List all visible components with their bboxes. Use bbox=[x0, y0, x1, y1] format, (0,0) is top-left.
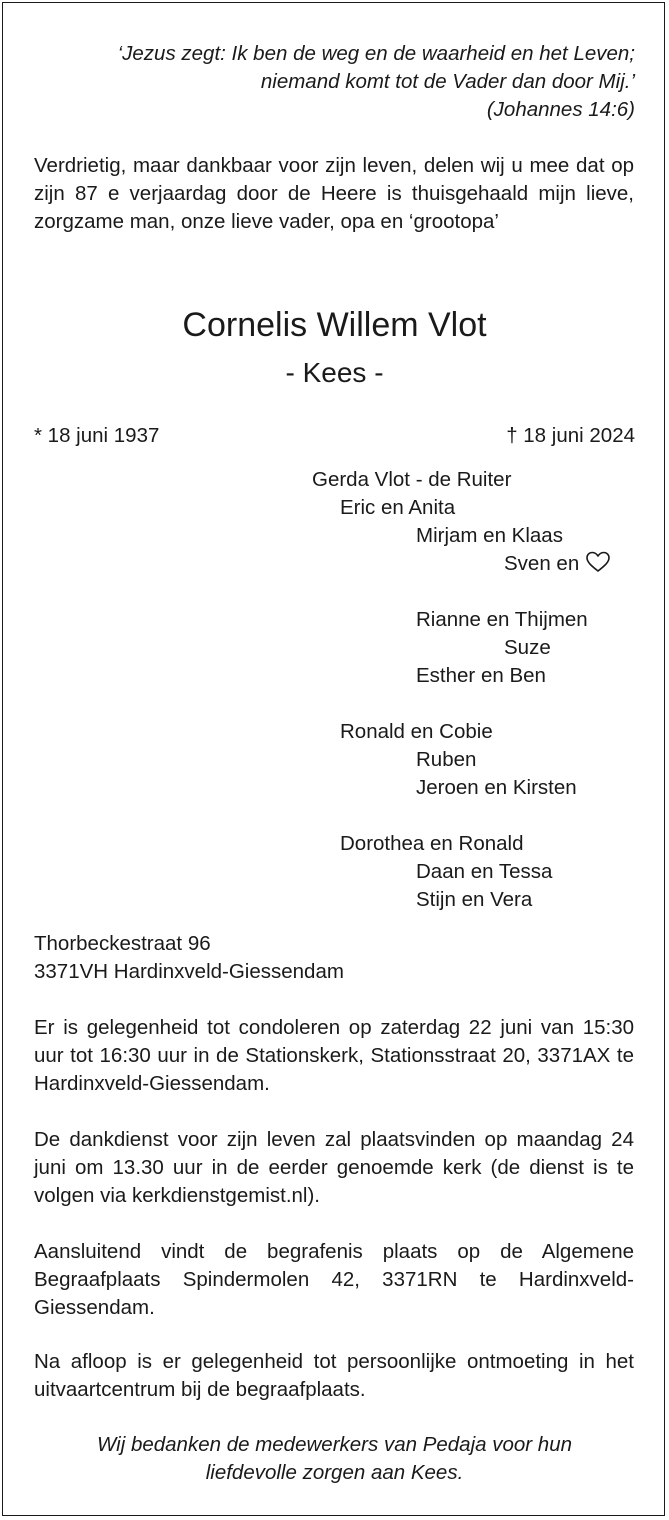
family-great-grandchild: Suze bbox=[504, 636, 551, 659]
quote-line-2: niemand komt tot de Vader dan door Mij.’ bbox=[260, 70, 635, 93]
bible-quote bbox=[118, 40, 635, 124]
quote-line-1: ‘Jezus zegt: Ik ben de weg en de waarheid en het Leven; bbox=[117, 42, 635, 65]
intro-paragraph: Verdrietig, maar dankbaar voor zijn leven, delen wij u mee dat op zijn 87 e verjaardag door de Heere is thuisgehaald mijn lieve, zorgzame man, onze lieve vader, opa en ‘grootopa’ bbox=[34, 154, 634, 233]
quote-reference: (Johannes 14:6) bbox=[486, 98, 635, 121]
deceased-name: Cornelis Willem Vlot bbox=[182, 306, 487, 344]
address-street: Thorbeckestraat 96 bbox=[34, 932, 211, 955]
heart-icon bbox=[585, 551, 611, 581]
afterwards-paragraph: Na afloop is er gelegenheid tot persoonlijke ontmoeting in het uitvaartcentrum bij de begraafplaats. bbox=[34, 1350, 634, 1401]
family-child: Eric en Anita bbox=[340, 496, 456, 519]
family-child: Ronald en Cobie bbox=[340, 720, 493, 743]
death-date: † 18 juni 2024 bbox=[506, 424, 635, 447]
condolence-paragraph: Er is gelegenheid tot condoleren op zaterdag 22 juni van 15:30 uur tot 16:30 uur in de Stationskerk, Stationsstraat 20, 3371AX te Hardinxveld-Giessendam. bbox=[34, 1016, 634, 1095]
family-grandchild: Rianne en Thijmen bbox=[416, 608, 588, 631]
family-grandchild: Ruben bbox=[416, 748, 477, 771]
family-grandchild: Stijn en Vera bbox=[416, 888, 533, 911]
address-city: 3371VH Hardinxveld-Giessendam bbox=[34, 960, 344, 983]
family-child: Dorothea en Ronald bbox=[340, 832, 524, 855]
family-grandchild: Jeroen en Kirsten bbox=[416, 776, 577, 799]
thanks-note bbox=[0, 1431, 669, 1487]
family-great-grandchild-name: Sven en bbox=[504, 552, 580, 575]
family-spouse: Gerda Vlot - de Ruiter bbox=[312, 468, 512, 491]
service-paragraph: De dankdienst voor zijn leven zal plaatsvinden op maandag 24 juni om 13.30 uur in de eerder genoemde kerk (de dienst is te volgen via kerkdienstgemist.nl). bbox=[34, 1128, 634, 1207]
family-grandchild: Esther en Ben bbox=[416, 664, 546, 687]
deceased-nickname: - Kees - bbox=[285, 357, 384, 388]
birth-date: * 18 juni 1937 bbox=[34, 424, 160, 447]
burial-paragraph: Aansluitend vindt de begrafenis plaats op de Algemene Begraafplaats Spindermolen 42, 3371RN te Hardinxveld-Giessendam. bbox=[34, 1240, 634, 1319]
family-grandchild: Mirjam en Klaas bbox=[416, 524, 563, 547]
family-great-grandchild bbox=[504, 550, 611, 581]
thanks-line-1: Wij bedanken de medewerkers van Pedaja voor hun bbox=[96, 1433, 572, 1456]
family-grandchild: Daan en Tessa bbox=[416, 860, 553, 883]
thanks-line-2: liefdevolle zorgen aan Kees. bbox=[205, 1461, 464, 1484]
